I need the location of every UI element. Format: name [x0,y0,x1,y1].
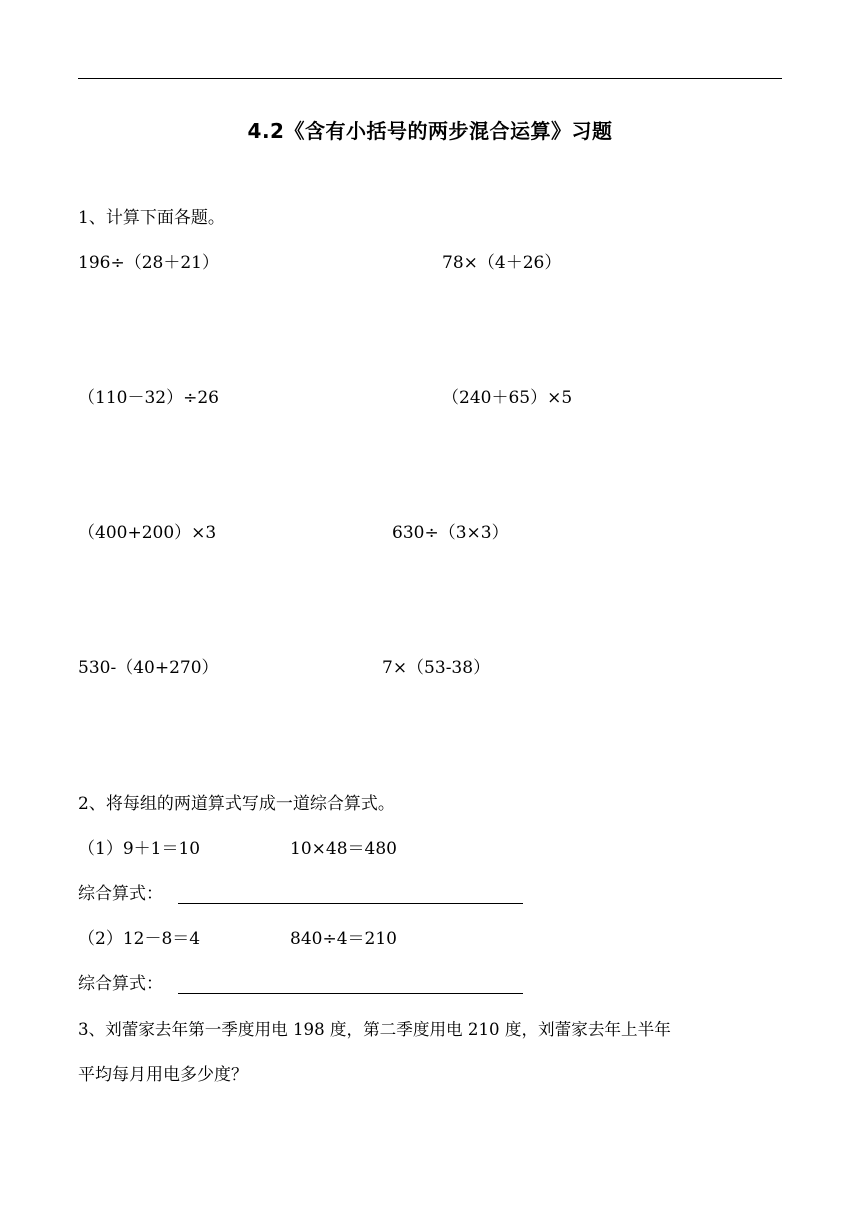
q1-exercise-1: 196÷（28＋21） [78,253,219,273]
q3-text-line-2: 平均每月用电多少度？ [78,1065,248,1085]
q2-group-1-first: （1）9＋1＝10 [78,839,201,859]
q2-heading: 2、将每组的两道算式写成一道综合算式。 [78,794,395,814]
q2-group-2-answer-blank[interactable] [178,993,523,994]
q1-exercise-2: 78×（4＋26） [442,253,562,273]
q2-group-2-answer-label: 综合算式： [78,974,163,994]
q1-exercise-3: （110－32）÷26 [78,388,219,408]
q1-exercise-8: 7×（53-38） [382,658,491,678]
q1-exercise-5: （400+200）×3 [78,523,217,543]
page-title: 4.2《含有小括号的两步混合运算》习题 [247,119,613,143]
q2-group-1-answer-label: 综合算式： [78,884,163,904]
q1-exercise-7: 530-（40+270） [78,658,219,678]
header-rule [78,78,782,79]
q3-text-line-1: 3、刘蕾家去年第一季度用电 198 度，第二季度用电 210 度，刘蕾家去年上半年 [78,1020,671,1039]
q1-exercise-6: 630÷（3×3） [392,523,509,543]
q2-group-2-second: 840÷4＝210 [290,929,397,949]
q1-exercise-4: （240＋65）×5 [442,388,573,408]
q2-group-1-answer-blank[interactable] [178,903,523,904]
q2-group-2-first: （2）12－8＝4 [78,929,201,949]
q1-heading: 1、计算下面各题。 [78,208,225,228]
q2-group-1-second: 10×48＝480 [290,839,397,859]
